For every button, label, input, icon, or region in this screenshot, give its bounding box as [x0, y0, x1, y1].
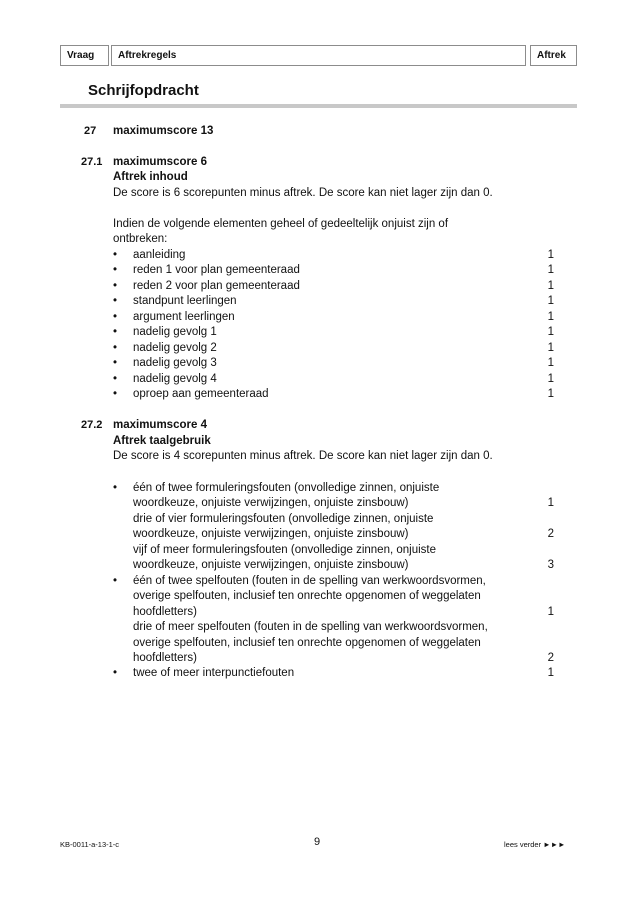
bullet: • [113, 342, 118, 354]
item-score: 1 [547, 280, 554, 292]
footer-code: KB-0011-a-13-1-c [60, 840, 120, 849]
rule-text: hoofdletters) [133, 606, 197, 618]
item-score: 1 [547, 249, 554, 261]
question-number: 27.2 [81, 419, 103, 431]
item-score: 1 [547, 357, 554, 369]
section-heading: Aftrek inhoud [113, 171, 188, 183]
item-score: 1 [547, 311, 554, 323]
bullet: • [113, 249, 118, 261]
list-item: reden 1 voor plan gemeenteraad [133, 264, 300, 276]
list-item: nadelig gevolg 1 [133, 326, 217, 338]
bullet: • [113, 482, 118, 494]
header-col-aftrek: Aftrek [530, 45, 577, 66]
list-item: nadelig gevolg 4 [133, 373, 217, 385]
item-score: 1 [547, 326, 554, 338]
page-title: Schrijfopdracht [88, 82, 199, 99]
bullet: • [113, 373, 118, 385]
list-item: standpunt leerlingen [133, 295, 237, 307]
bullet: • [113, 388, 118, 400]
list-item: reden 2 voor plan gemeenteraad [133, 280, 300, 292]
item-score: 1 [547, 342, 554, 354]
item-score: 2 [547, 528, 554, 540]
list-item: nadelig gevolg 2 [133, 342, 217, 354]
rule-text: overige spelfouten, inclusief ten onrechte opgenomen of weggelaten [133, 637, 481, 649]
item-score: 1 [547, 295, 554, 307]
rule-text: woordkeuze, onjuiste verwijzingen, onjuiste zinsbouw) [133, 497, 409, 509]
item-score: 1 [547, 373, 554, 385]
bullet: • [113, 326, 118, 338]
rule-text: twee of meer interpunctiefouten [133, 667, 295, 679]
bullet: • [113, 357, 118, 369]
bullet: • [113, 264, 118, 276]
item-score: 1 [547, 264, 554, 276]
section-heading: Aftrek taalgebruik [113, 435, 211, 447]
list-item: argument leerlingen [133, 311, 235, 323]
list-item: oproep aan gemeenteraad [133, 388, 269, 400]
question-maxscore: maximumscore 13 [113, 125, 214, 137]
question-maxscore: maximumscore 6 [113, 156, 207, 168]
bullet: • [113, 311, 118, 323]
item-score: 1 [547, 667, 554, 679]
item-score: 1 [547, 388, 554, 400]
item-score: 3 [547, 559, 554, 571]
rule-text: drie of vier formuleringsfouten (onvolledige zinnen, onjuiste [133, 513, 434, 525]
item-score: 1 [547, 497, 554, 509]
section-intro: De score is 6 scorepunten minus aftrek. De score kan niet lager zijn dan 0. [113, 187, 493, 199]
item-score: 1 [547, 606, 554, 618]
question-maxscore: maximumscore 4 [113, 419, 207, 431]
question-number: 27.1 [81, 156, 103, 168]
question-number: 27 [84, 125, 97, 137]
rule-text: woordkeuze, onjuiste verwijzingen, onjuiste zinsbouw) [133, 559, 409, 571]
list-item: nadelig gevolg 3 [133, 357, 217, 369]
condition-text: ontbreken: [113, 233, 168, 245]
header-col-vraag: Vraag [60, 45, 109, 66]
rule-text: één of twee spelfouten (fouten in de spelling van werkwoordsvormen, [133, 575, 486, 587]
title-divider [60, 104, 577, 108]
header-col-aftrekregels: Aftrekregels [111, 45, 526, 66]
page-number: 9 [314, 836, 321, 848]
rule-text: vijf of meer formuleringsfouten (onvolledige zinnen, onjuiste [133, 544, 436, 556]
footer-next: lees verder ►►► [504, 840, 566, 849]
list-item: aanleiding [133, 249, 186, 261]
rule-text: drie of meer spelfouten (fouten in de spelling van werkwoordsvormen, [133, 621, 488, 633]
rule-text: hoofdletters) [133, 652, 197, 664]
bullet: • [113, 667, 118, 679]
bullet: • [113, 280, 118, 292]
bullet: • [113, 575, 118, 587]
bullet: • [113, 295, 118, 307]
rule-text: woordkeuze, onjuiste verwijzingen, onjuiste zinsbouw) [133, 528, 409, 540]
section-intro: De score is 4 scorepunten minus aftrek. De score kan niet lager zijn dan 0. [113, 450, 493, 462]
condition-text: Indien de volgende elementen geheel of gedeeltelijk onjuist zijn of [113, 218, 449, 230]
item-score: 2 [547, 652, 554, 664]
rule-text: overige spelfouten, inclusief ten onrechte opgenomen of weggelaten [133, 590, 481, 602]
rule-text: één of twee formuleringsfouten (onvolledige zinnen, onjuiste [133, 482, 440, 494]
